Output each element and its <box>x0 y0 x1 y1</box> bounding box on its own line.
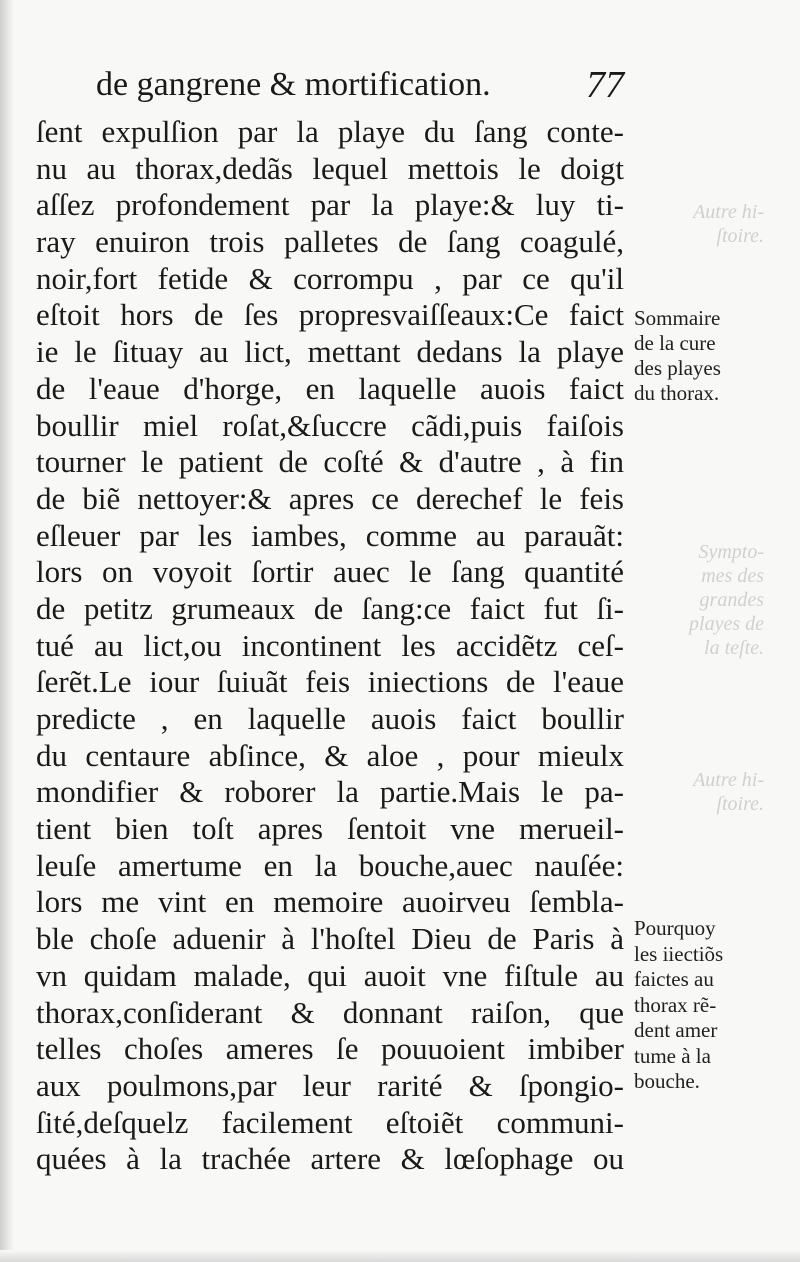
margin-note-line: bouche. <box>634 1069 700 1093</box>
text-line: ie le ſituay au lict, mettant dedans la playe <box>36 334 624 370</box>
text-line: ſent expulſion par la playe du ſang conte- <box>36 114 624 149</box>
margin-note-sommaire <box>634 306 721 406</box>
margin-note-line: tume à la <box>634 1043 711 1068</box>
text-line: aſſez profondement par la playe:& luy ti- <box>36 187 624 223</box>
text-line: nu au thorax,dedãs lequel mettois le doigt <box>36 150 624 186</box>
text-line: de l'eaue d'horge, en laquelle auois faict <box>36 370 624 406</box>
page-bottom-edge-shadow <box>0 1250 800 1262</box>
main-text-block <box>36 114 624 1178</box>
text-line: ſerẽt.Le iour ſuiuãt feis iniections de l'eaue <box>36 664 624 700</box>
text-line: tué au lict,ou incontinent les accidẽtz ceſ- <box>36 627 624 663</box>
text-line: de biẽ nettoyer:& apres ce derechef le feis <box>36 480 624 516</box>
bleed-through-line: Sympto- <box>698 541 764 563</box>
text-line: eſleuer par les iambes, comme au parauãt: <box>36 517 624 553</box>
text-line: ſité,deſquelz facilement eſtoiẽt communi- <box>36 1104 624 1140</box>
running-head: de gangrene & mortification. <box>96 66 491 103</box>
text-line: telles choſes ameres ſe pouuoient imbiber <box>36 1031 624 1067</box>
text-line: noir,fort fetide & corrompu , par ce qu'il <box>36 260 624 296</box>
text-line: lors on voyoit ſortir auec le ſang quantité <box>36 554 624 590</box>
margin-note-line: dent amer <box>634 1018 718 1042</box>
margin-note-line: les iiectiõs <box>634 941 724 966</box>
page-left-edge-shadow <box>0 0 14 1262</box>
margin-note-line: des playes <box>634 356 721 380</box>
text-line: eſtoit hors de ſes propresvaiſſeaux:Ce faict <box>36 297 624 333</box>
bleed-through-line: la teſte. <box>704 637 764 659</box>
text-line: predicte , en laquelle auois faict boullir <box>36 701 624 736</box>
text-line: tient bien toſt apres ſentoit vne merueil- <box>36 811 624 847</box>
bleed-through-line: Autre hi- <box>693 201 764 223</box>
text-line: vn quidam malade, qui auoit vne fiſtule au <box>36 957 624 993</box>
bleed-through-line: ſtoire. <box>716 225 764 247</box>
bleed-through-line: mes des <box>701 565 764 587</box>
bleed-through-line: ſtoire. <box>716 793 764 815</box>
margin-note-line: de la cure <box>634 331 716 355</box>
text-line: ray enuiron trois palletes de ſang coagulé, <box>36 224 624 260</box>
page-number: 77 <box>586 64 624 106</box>
margin-note-line: Sommaire <box>634 306 721 330</box>
text-line: boullir miel roſat,&ſuccre cãdi,puis faiſois <box>36 407 624 443</box>
text-line: leuſe amertume en la bouche,auec nauſée: <box>36 847 624 883</box>
bleed-through-line: playes de <box>689 613 764 635</box>
margin-note-line: Pourquoy <box>634 916 716 940</box>
text-line: thorax,conſiderant & donnant raiſon, que <box>36 994 624 1030</box>
bleed-through-note <box>674 768 764 816</box>
text-line: mondifier & roborer la partie.Mais le pa- <box>36 774 624 810</box>
text-line: aux poulmons,par leur rarité & ſpongio- <box>36 1067 624 1103</box>
margin-note-pourquoy <box>634 916 723 1095</box>
text-line: tourner le patient de coſté & d'autre , à fin <box>36 444 624 480</box>
bleed-through-line: Autre hi- <box>693 769 764 791</box>
text-line: quées à la trachée artere & lœſophage ou <box>36 1141 624 1177</box>
bleed-through-note <box>664 200 764 248</box>
text-line: ble choſe aduenir à l'hoſtel Dieu de Paris à <box>36 921 624 957</box>
bleed-through-note <box>660 540 764 660</box>
bleed-through-line: grandes <box>699 589 764 611</box>
text-line: du centaure abſince, & aloe , pour mieulx <box>36 737 624 773</box>
text-line: de petitz grumeaux de ſang:ce faict fut ſi- <box>36 590 624 626</box>
margin-note-line: thorax rẽ- <box>634 992 717 1017</box>
margin-note-line: faictes au <box>634 967 714 991</box>
page-header <box>96 62 624 108</box>
margin-note-line: du thorax. <box>634 381 720 405</box>
text-line: lors me vint en memoire auoirveu ſembla- <box>36 884 624 920</box>
